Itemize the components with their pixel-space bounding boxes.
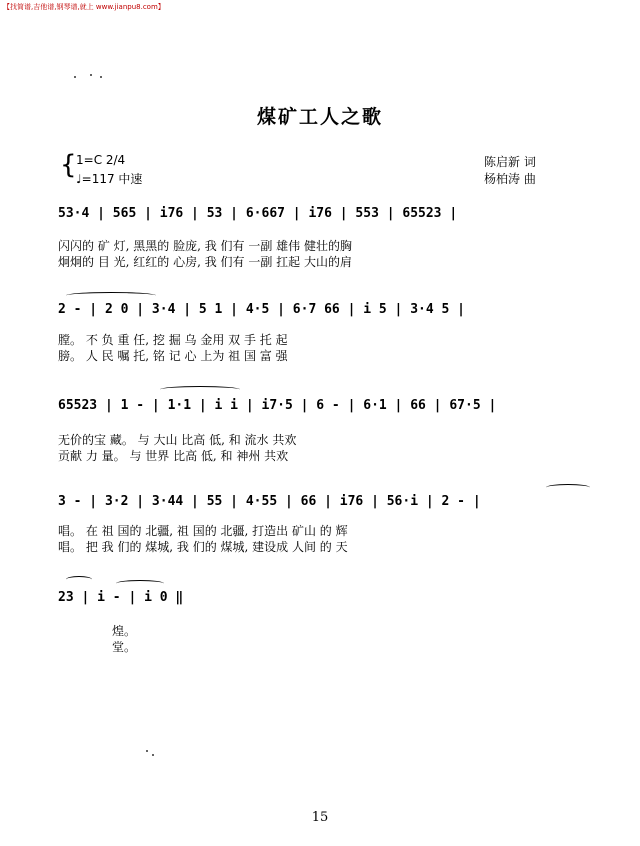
scan-speck bbox=[152, 754, 154, 756]
notation-line: 23 | i - | i 0 ‖ bbox=[58, 589, 184, 605]
lyric-verse-2: 堂。 bbox=[112, 640, 137, 654]
lyric-verse-1: 闪闪的 矿 灯, 黑黑的 脸庞, 我 们有 一副 雄伟 健壮的胸 bbox=[58, 239, 352, 253]
lyricist-credit: 陈启新 词 bbox=[484, 155, 536, 169]
tempo-marking: ♩=117 中速 bbox=[76, 172, 143, 186]
tie-mark bbox=[160, 386, 240, 393]
lyric-verse-1: 膛。 不 负 重 任, 挖 掘 乌 金用 双 手 托 起 bbox=[58, 333, 288, 347]
notation-line: 53·4 | 565 | i76 | 53 | 6·667 | i76 | 553 | 65523 | bbox=[58, 205, 458, 221]
lyric-verse-1: 唱。 在 祖 国的 北疆, 祖 国的 北疆, 打造出 矿山 的 辉 bbox=[58, 524, 348, 538]
scan-speck bbox=[146, 750, 148, 752]
scan-speck bbox=[90, 74, 92, 76]
brace-icon: { bbox=[60, 150, 77, 180]
notation-line: 2 - | 2 0 | 3·4 | 5 1 | 4·5 | 6·7 66 | i 5 | 3·4 5 | bbox=[58, 301, 465, 317]
site-banner: 【找简谱,吉他谱,钢琴谱,就上 www.jianpu8.com】 bbox=[3, 3, 165, 11]
notation-line: 3 - | 3·2 | 3·44 | 55 | 4·55 | 66 | i76 | 56·i | 2 - | bbox=[58, 493, 481, 509]
composer-credit: 杨柏涛 曲 bbox=[484, 172, 536, 186]
scan-speck bbox=[74, 76, 76, 78]
song-title: 煤矿工人之歌 bbox=[256, 106, 383, 128]
notation-line: 65523 | 1 - | 1·1 | i i | i7·5 | 6 - | 6·1 | 66 | 67·5 | bbox=[58, 397, 497, 413]
lyric-verse-2: 炯炯的 目 光, 红红的 心房, 我 们有 一副 扛起 大山的肩 bbox=[58, 255, 352, 269]
lyric-verse-2: 膀。 人 民 嘱 托, 铭 记 心 上为 祖 国 富 强 bbox=[58, 349, 288, 363]
tie-mark bbox=[66, 576, 92, 583]
key-signature: 1=C 2/4 bbox=[76, 153, 126, 167]
lyric-verse-2: 贡献 力 量。 与 世界 比高 低, 和 神州 共欢 bbox=[58, 449, 289, 463]
page-number: 15 bbox=[311, 810, 329, 825]
scan-speck bbox=[100, 76, 102, 78]
lyric-verse-1: 煌。 bbox=[112, 624, 137, 638]
lyric-verse-2: 唱。 把 我 们的 煤城, 我 们的 煤城, 建设成 人间 的 天 bbox=[58, 540, 348, 554]
lyric-verse-1: 无价的宝 藏。 与 大山 比高 低, 和 流水 共欢 bbox=[58, 433, 297, 447]
